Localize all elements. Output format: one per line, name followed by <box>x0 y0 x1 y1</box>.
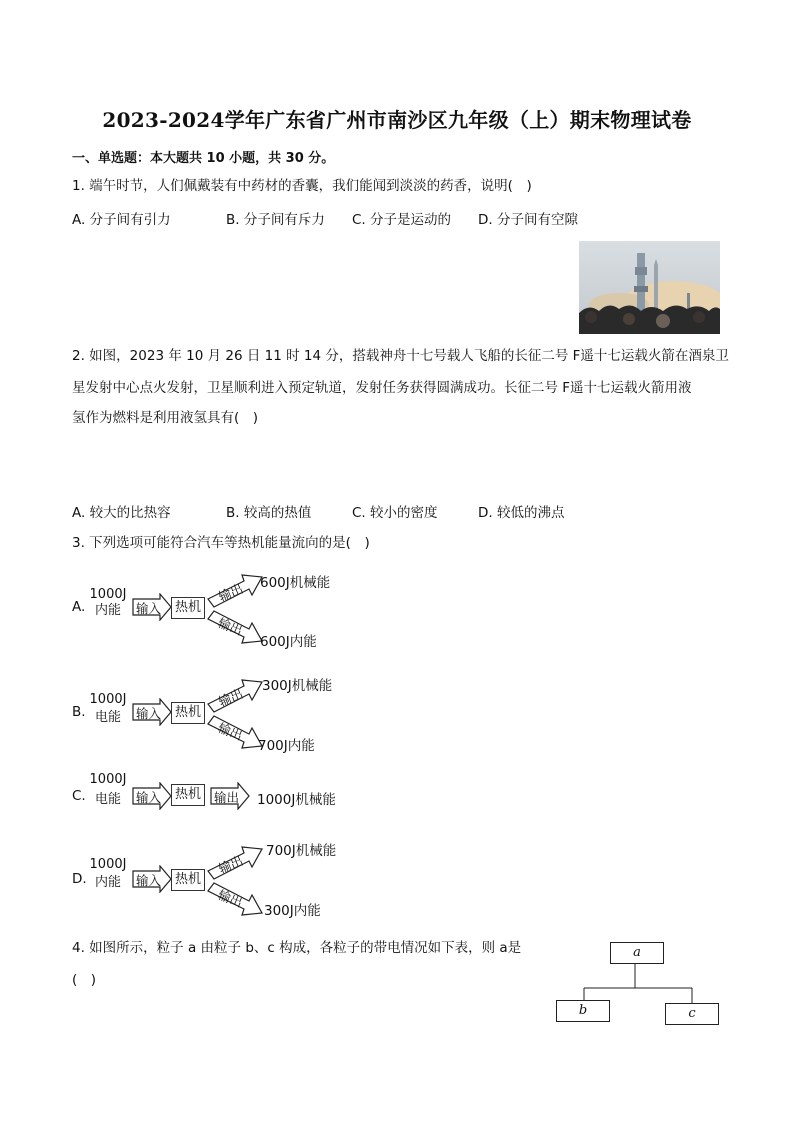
particle-tree-diagram <box>550 938 730 1028</box>
output-1-text: 300J机械能 <box>262 678 333 694</box>
engine-box: 热机 <box>171 702 205 724</box>
output-label: 输出 <box>216 580 246 605</box>
particle-a-box: a <box>610 942 664 964</box>
source-amount: 1000J <box>89 692 127 707</box>
input-label: 输入 <box>136 873 162 888</box>
q1-option-b[interactable]: B. 分子间有斥力 <box>226 212 325 228</box>
source-type: 电能 <box>94 710 121 725</box>
question-2-stem-line3: 氢作为燃料是利用液氢具有( ) <box>72 410 259 426</box>
engine-box: 热机 <box>171 869 205 891</box>
output-1-text: 700J机械能 <box>266 843 337 859</box>
page-title: 2023-2024学年广东省广州市南沙区九年级（上）期末物理试卷 <box>102 108 692 132</box>
rocket-launch-photo <box>579 241 720 334</box>
output-2-text: 700J内能 <box>258 738 315 754</box>
option-letter: D. <box>72 871 87 887</box>
output-2-text: 300J内能 <box>264 903 321 919</box>
question-4-stem-line2: ( ) <box>72 972 97 988</box>
source-type: 电能 <box>94 792 121 807</box>
output-1-text: 1000J机械能 <box>257 792 336 808</box>
engine-box: 热机 <box>171 597 205 619</box>
option-letter: B. <box>72 704 86 720</box>
q3-option-c[interactable] <box>0 770 420 830</box>
source-type: 内能 <box>94 603 121 618</box>
source-amount: 1000J <box>89 857 127 872</box>
section-heading: 一、单选题：本大题共 10 小题，共 30 分。 <box>72 151 335 166</box>
source-type: 内能 <box>94 875 121 890</box>
input-label: 输入 <box>136 706 162 721</box>
question-1-stem: 1. 端午时节，人们佩戴装有中药材的香囊，我们能闻到淡淡的药香，说明( ) <box>72 178 532 194</box>
question-2-stem-line2: 星发射中心点火发射，卫星顺利进入预定轨道，发射任务获得圆满成功。长征二号 F遥十七运载火箭用液 <box>72 380 692 396</box>
engine-box: 热机 <box>171 784 205 806</box>
input-label: 输入 <box>136 601 162 616</box>
option-letter: A. <box>72 599 86 615</box>
q2-option-a[interactable]: A. 较大的比热容 <box>72 505 171 521</box>
source-amount: 1000J <box>89 587 127 602</box>
q2-option-d[interactable]: D. 较低的沸点 <box>478 505 565 521</box>
q3-option-b[interactable] <box>0 670 420 760</box>
output-label: 输出 <box>216 852 246 877</box>
output-2-text: 600J内能 <box>260 634 317 650</box>
particle-b-box: b <box>556 1000 610 1022</box>
q1-option-a[interactable]: A. 分子间有引力 <box>72 212 171 228</box>
q2-option-b[interactable]: B. 较高的热值 <box>226 505 312 521</box>
output-1-text: 600J机械能 <box>260 575 331 591</box>
input-label: 输入 <box>136 790 162 805</box>
output-label: 输出 <box>214 790 240 805</box>
q3-option-a[interactable] <box>0 565 420 655</box>
q2-option-c[interactable]: C. 较小的密度 <box>352 505 438 521</box>
output-label: 输出 <box>215 886 245 911</box>
option-letter: C. <box>72 788 86 804</box>
q1-option-c[interactable]: C. 分子是运动的 <box>352 212 452 228</box>
output-label: 输出 <box>215 719 245 744</box>
output-label: 输出 <box>216 685 246 710</box>
question-3-stem: 3. 下列选项可能符合汽车等热机能量流向的是( ) <box>72 535 370 551</box>
question-4-stem-line1: 4. 如图所示，粒子 a 由粒子 b、c 构成，各粒子的带电情况如下表，则 a是 <box>72 940 522 956</box>
particle-c-box: c <box>665 1003 719 1025</box>
source-amount: 1000J <box>89 772 127 787</box>
q1-option-d[interactable]: D. 分子间有空隙 <box>478 212 578 228</box>
output-label: 输出 <box>215 614 245 639</box>
q3-option-d[interactable] <box>0 835 420 925</box>
question-2-stem-line1: 2. 如图，2023 年 10 月 26 日 11 时 14 分，搭载神舟十七号载人飞船的长征二号 F遥十七运载火箭在酒泉卫 <box>72 348 729 364</box>
